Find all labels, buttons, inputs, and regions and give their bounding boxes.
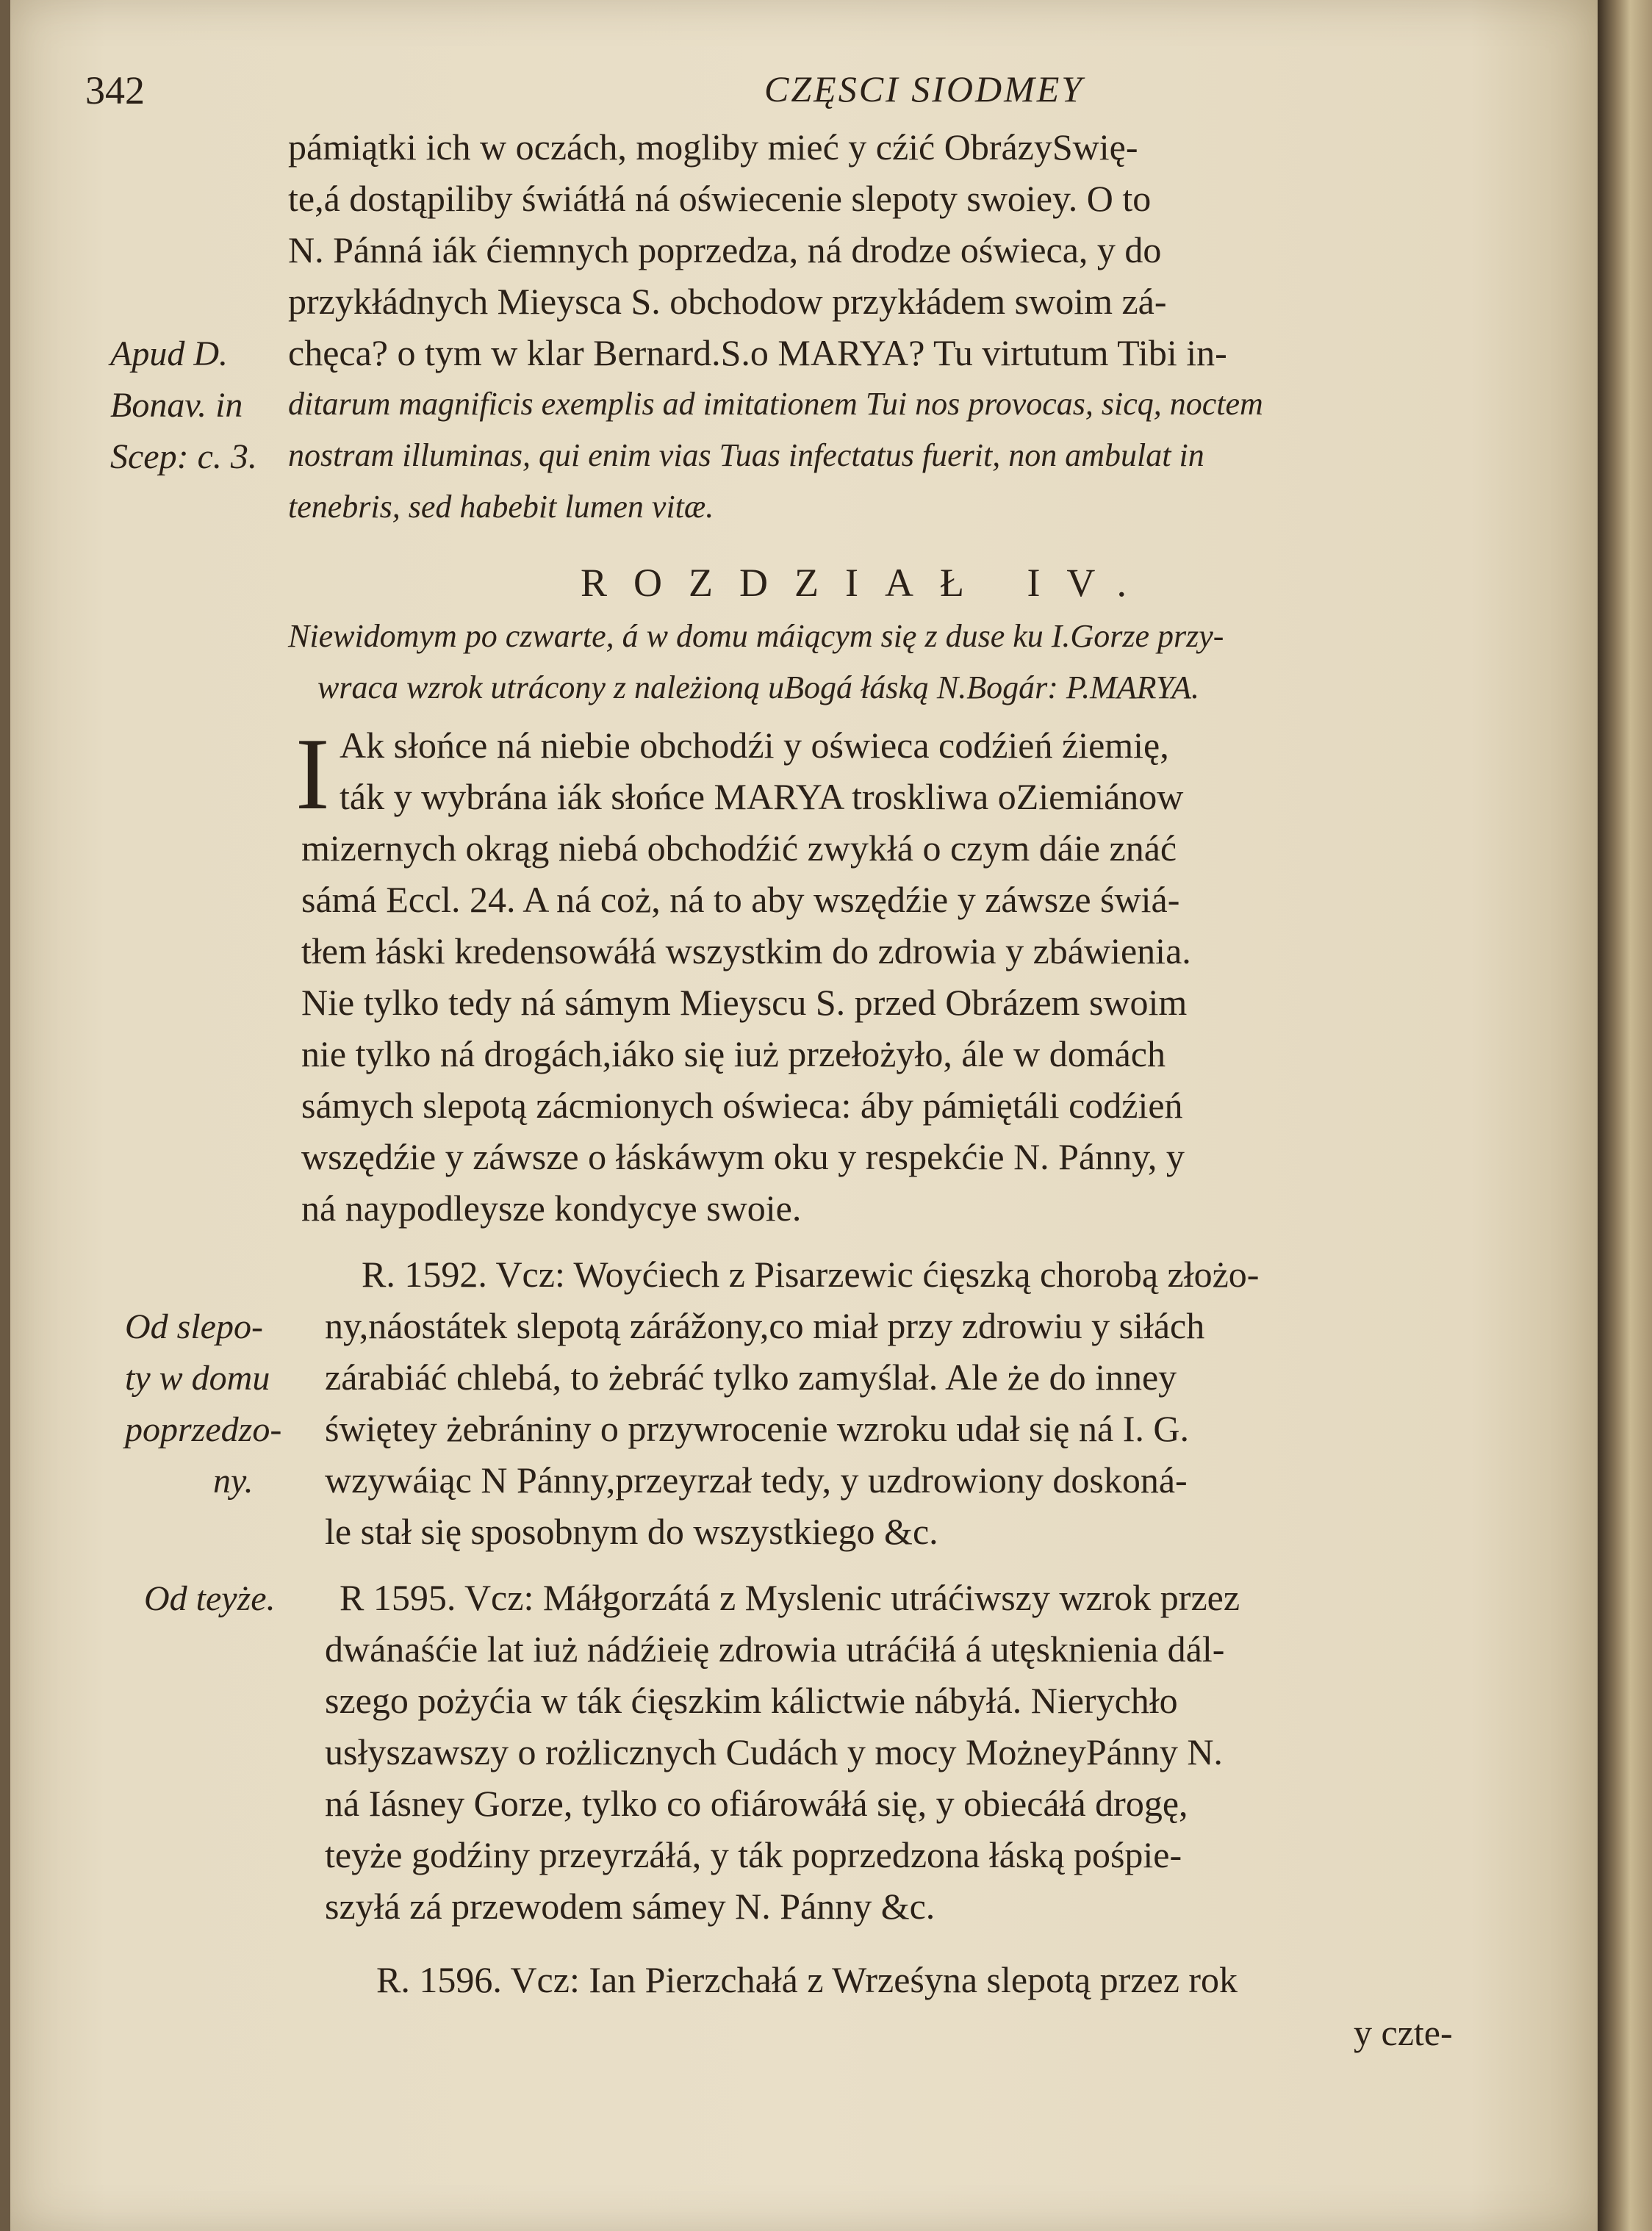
record-line: le stał się sposobnym do wszystkiego &c. (325, 1511, 938, 1552)
record-line: świętey żebrániny o przywrocenie wzroku udał się ná I. G. (325, 1408, 1189, 1449)
record-line: usłyszawszy o rożlicznych Cudách y mocy MożneyPánny N. (325, 1731, 1223, 1772)
chapter-summary-line: wraca wzrok utrácony z należioną uBogá łáską N.Bogár: P.MARYA. (317, 669, 1199, 705)
record-line: teyże godźiny przeyrzáłá, y ták poprzedzona łáską pośpie- (325, 1834, 1182, 1875)
text-line: te,á dostąpiliby świátłá ná oświecenie slepoty swoiey. O to (288, 178, 1152, 219)
margin-note: Scep: c. 3. (110, 437, 257, 476)
margin-note: ny. (213, 1462, 254, 1501)
chapter-summary-line: Niewidomym po czwarte, á w domu máiącym się z duse ku I.Gorze przy- (288, 618, 1224, 654)
margin-note: Bonav. in (110, 386, 243, 425)
margin-note: Od slepo- (125, 1307, 263, 1346)
body-line: ták y wybrána iák słońce MARYA troskliwa oZiemiánow (340, 776, 1184, 817)
margin-note: Apud D. (110, 334, 228, 373)
chapter-heading: ROZDZIAŁ IV. (581, 561, 1153, 605)
record-line: wzywáiąc N Pánny,przeyrzał tedy, y uzdrowiony doskoná- (325, 1459, 1188, 1501)
record-line: dwánaśćie lat iuż nádźieię zdrowia utráćiłá á utęsknienia dál- (325, 1628, 1225, 1670)
body-line: sámych slepotą zácmionych oświeca: áby pámiętáli codźień (301, 1085, 1183, 1126)
body-line: sámá Eccl. 24. A ná coż, ná to aby wszędźie y záwsze świá- (301, 879, 1180, 920)
text-line-latin: ditarum magnificis exemplis ad imitationem Tui nos provocas, sicq, noctem (288, 386, 1263, 422)
text-line: pámiątki ich w oczách, mogliby mieć y cźić ObrázySwię- (288, 126, 1138, 168)
record-line: szyłá zá przewodem sámey N. Pánny &c. (325, 1886, 935, 1927)
text-line-latin: nostram illuminas, qui enim vias Tuas infectatus fuerit, non ambulat in (288, 437, 1204, 473)
record-line: R. 1596. Vcz: Ian Pierzchałá z Wrześyna slepotą przez rok (376, 1959, 1238, 2000)
body-line: mizernych okrąg niebá obchodźić zwykłá o czym dáie znáć (301, 827, 1177, 869)
body-line: nie tylko ná drogách,iáko się iuż przełożyło, ále w domách (301, 1033, 1166, 1074)
catchword: y czte- (1354, 2012, 1453, 2053)
text-line-latin: tenebris, sed habebit lumen vitæ. (288, 489, 714, 525)
running-title: CZĘSCI SIODMEY (764, 68, 1085, 109)
text-line: przykłádnych Mieysca S. obchodow przykłádem swoim zá- (288, 281, 1167, 322)
record-line: ná Iásney Gorze, tylko co ofiárowáłá się, y obiecáłá drogę, (325, 1783, 1188, 1824)
body-line: Ak słońce ná niebie obchodźi y oświeca codźień źiemię, (340, 725, 1169, 766)
text-line: N. Pánná iák ćiemnych poprzedza, ná drodze oświeca, y do (288, 229, 1162, 270)
margin-note: poprzedzo- (125, 1410, 282, 1449)
record-line: ny,náostátek slepotą zárážony,co miał przy zdrowiu y siłách (325, 1305, 1205, 1346)
page-number: 342 (85, 68, 145, 112)
record-line: R. 1592. Vcz: Woyćiech z Pisarzewic ćięszką chorobą złożo- (362, 1254, 1260, 1295)
record-line: R 1595. Vcz: Máłgorzátá z Myslenic utráćiwszy wzrok przez (340, 1577, 1240, 1618)
body-line: ná naypodleysze kondycye swoie. (301, 1188, 802, 1229)
body-line: tłem łáski kredensowáłá wszystkim do zdrowia y zbáwienia. (301, 930, 1191, 971)
body-line: Nie tylko tedy ná sámym Mieyscu S. przed Obrázem swoim (301, 982, 1188, 1023)
body-line: wszędźie y záwsze o łáskáwym oku y respekćie N. Pánny, y (301, 1136, 1185, 1177)
margin-note: ty w domu (125, 1359, 270, 1398)
text-line: chęca? o tym w klar Bernard.S.o MARYA? Tu virtutum Tibi in- (288, 332, 1227, 373)
book-spine (1598, 0, 1652, 2231)
record-line: zárabiáć chlebá, to żebráć tylko zamyślał. Ale że do inney (325, 1357, 1177, 1398)
margin-note: Od teyże. (144, 1579, 276, 1618)
drop-cap: I (295, 717, 330, 831)
record-line: szego pożyćia w ták ćięszkim kálictwie nábyłá. Nierychło (325, 1680, 1178, 1721)
